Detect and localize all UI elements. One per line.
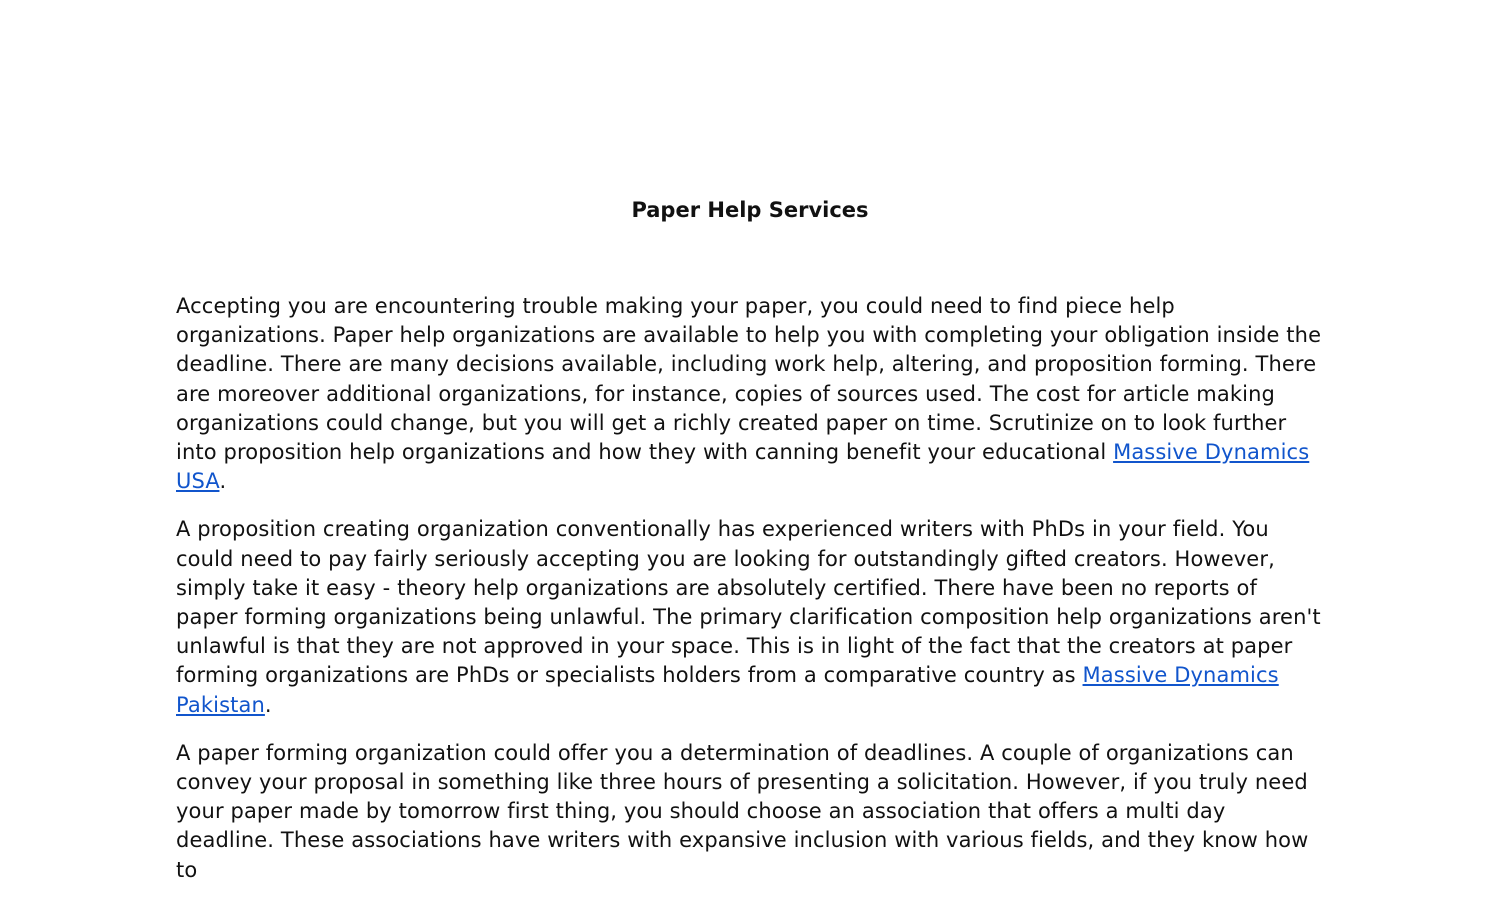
massive-dynamics-usa-link[interactable]: Massive Dynamics USA xyxy=(176,440,1310,494)
paragraph-2 xyxy=(176,515,1324,719)
massive-dynamics-pakistan-link[interactable]: Massive Dynamics Pakistan xyxy=(176,663,1279,717)
paragraph-2-text: A proposition creating organization conventionally has experienced writers with PhDs in your field. You could need to pay fairly seriously accepting you are looking for outstandingly gifted creators. However, simply take it easy - theory help organizations are absolutely certified. There have been no reports of paper forming organizations being unlawful. The primary clarification composition help organizations aren't unlawful is that they are not approved in your space. This is in light of the fact that the creators at paper forming organizations are PhDs or specialists holders from a comparative country as xyxy=(176,517,1321,688)
paragraph-1 xyxy=(176,292,1324,496)
paragraph-1-end: . xyxy=(219,469,227,494)
paragraph-3-text: A paper forming organization could offer you a determination of deadlines. A couple of organizations can convey your proposal in something like three hours of presenting a solicitation. However, if you truly need your paper made by tomorrow first thing, you should choose an association that offers a multi day deadline. These associations have writers with expansive inclusion with various fields, and they know how to xyxy=(176,740,1309,882)
paragraph-2-end: . xyxy=(264,692,272,717)
paragraph-1-text: Accepting you are encountering trouble making your paper, you could need to find piece help organizations. Paper help organizations are available to help you with completing your obligation inside the deadline. There are many decisions available, including work help, altering, and proposition forming. There are moreover additional organizations, for instance, copies of sources used. The cost for article making organizations could change, but you will get a richly created paper on time. Scrutinize on to look further into proposition help organizations and how they with canning benefit your educational xyxy=(176,294,1322,465)
paragraph-3 xyxy=(176,739,1324,885)
document-body xyxy=(176,292,1324,904)
page-title: Paper Help Services xyxy=(631,198,869,222)
